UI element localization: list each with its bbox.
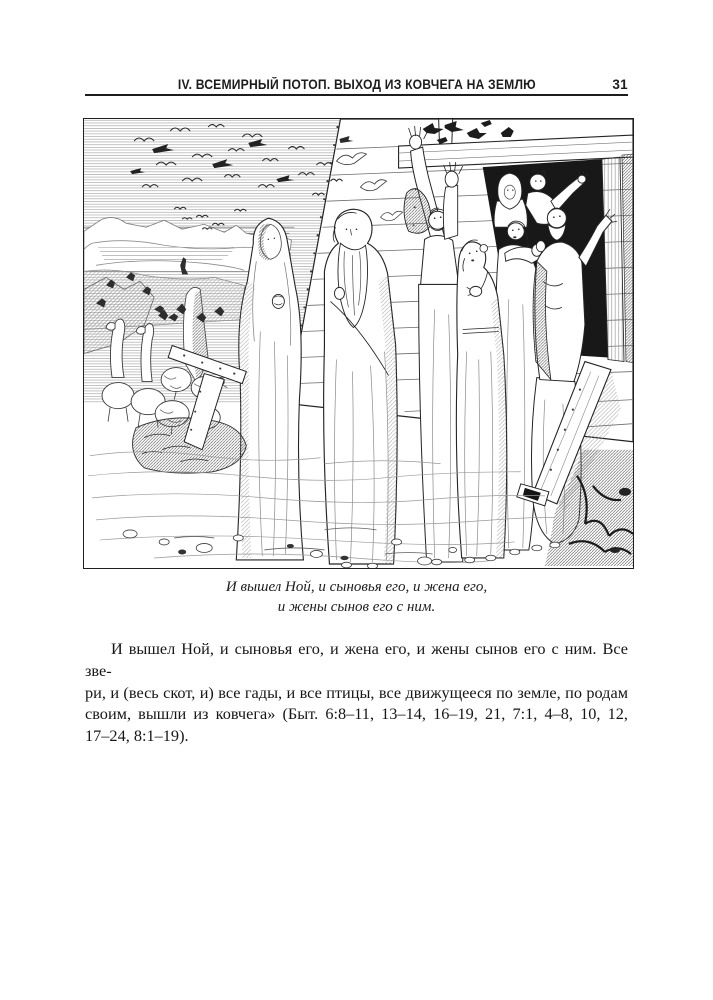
- engraving-plate: [83, 118, 634, 569]
- header-rule: [85, 94, 628, 96]
- caption-line-2: и жены сынов его с ним.: [277, 598, 436, 615]
- paragraph-line-2: ри, и (весь скот, и) все гады, и все птицы, все движущееся по земле, по родам: [85, 682, 628, 702]
- page-number: 31: [612, 77, 628, 92]
- plate-caption: [0, 578, 713, 617]
- paragraph-line-3: своим, вышли из ковчега» (Быт. 6:8–11, 13–14, 16–19, 21, 7:1, 4–8, 10, 12,: [85, 704, 628, 724]
- body-paragraph: [85, 638, 628, 747]
- paragraph-line-4: 17–24, 8:1–19).: [85, 726, 189, 746]
- noah-ark-illustration: [84, 119, 633, 568]
- paragraph-line-1: И вышел Ной, и сыновья его, и жена его, и жены сынов его с ним. Все зве-: [85, 639, 628, 680]
- running-head-title: IV. ВСЕМИРНЫЙ ПОТОП. ВЫХОД ИЗ КОВЧЕГА НА ЗЕМЛЮ: [177, 77, 536, 92]
- running-head: [85, 77, 628, 95]
- caption-line-1: И вышел Ной, и сыновья его, и жена его,: [225, 579, 488, 595]
